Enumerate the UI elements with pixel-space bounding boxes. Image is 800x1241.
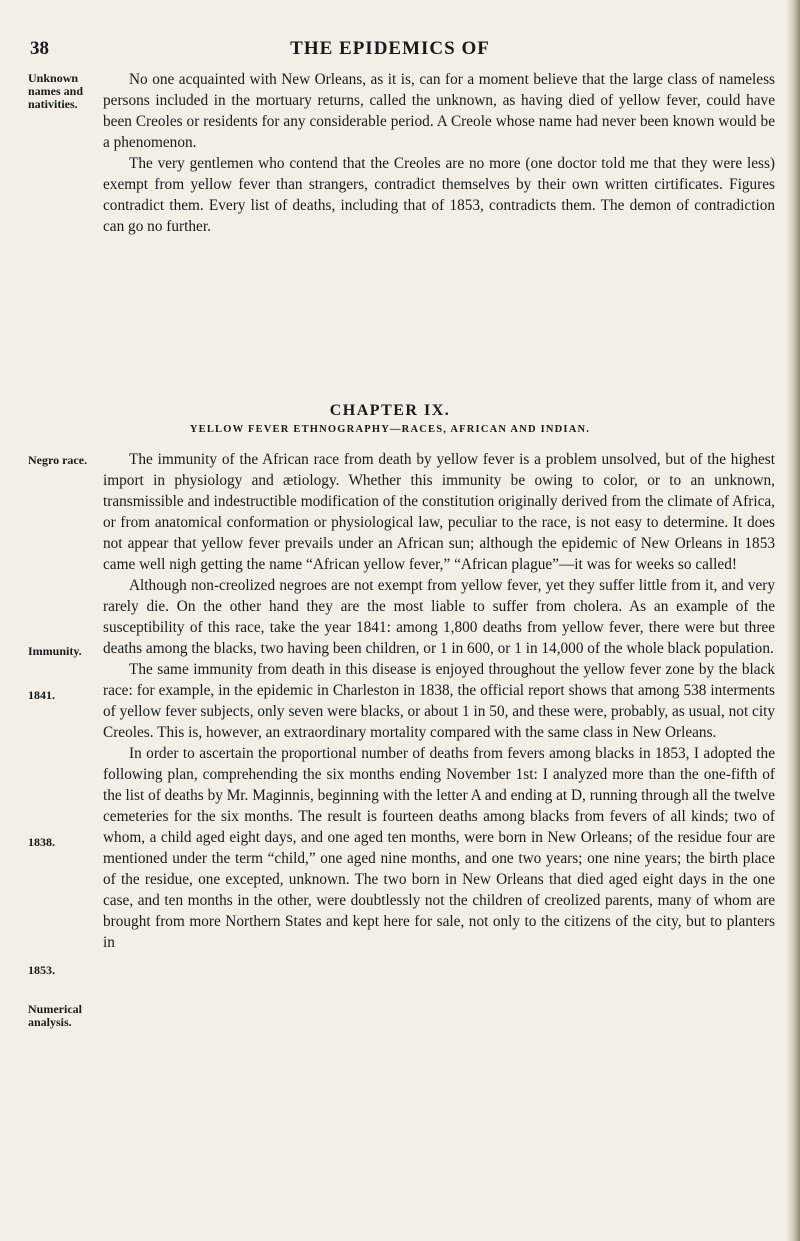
page-edge-shadow [786, 0, 800, 1241]
margin-note-unknown-names: Unknown names and nativities. [28, 71, 84, 111]
margin-note-numerical-analysis: Numerical analysis. [28, 1002, 82, 1029]
text-block-bottom [103, 449, 775, 953]
paragraph: No one acquainted with New Orleans, as it is, can for a moment believe that the large class of nameless persons included in the mortuary returns, called the unknown, as having died of yellow fever, could have been Creoles or residents for any considerable period. A Creole whose name had never been known would be a phenomenon. [103, 71, 775, 151]
margin-note-1853: 1853. [28, 963, 55, 977]
margin-note-1838: 1838. [28, 835, 55, 849]
paragraph: The same immunity from death in this disease is enjoyed throughout the yellow fever zone by the black race: for example, in the epidemic in Charleston in 1838, the official report shows that among 538 interments of yellow fever subjects, only seven were blacks, or about 1 in 50, and these were, probably, as usual, not city Creoles. This is, however, an extraordinary mortality compared with the same class in New Orleans. [103, 661, 775, 741]
chapter-title: CHAPTER IX. [329, 402, 451, 419]
chapter-heading [0, 402, 780, 435]
paragraph: In order to ascertain the proportional number of deaths from fevers among blacks in 1853, I adopted the following plan, comprehending the six months ending November 1st: I analyzed more than the one-fifth of the list of deaths by Mr. Maginnis, beginning with the letter A and ending at D, running through all the twelve cemeteries for the six months. The result is fourteen deaths among blacks from fevers of all kinds; two of whom, a child aged eight days, and one aged ten months, were born in New Orleans; of the residue four are mentioned under the term “child,” one aged nine months, and one two years; one nine years; the birth place of the residue, one excepted, unknown. The two born in New Orleans that died aged eight days in the one case, and ten months in the other, were doubtlessly not the children of creolized parents, many of whom are brought from more Northern States and kept here for sale, not only to the citizens of the city, but to planters in [103, 745, 775, 951]
page-number: 38 [30, 38, 49, 59]
margin-note-immunity: Immunity. [28, 644, 82, 658]
margin-note-negro-race: Negro race. [28, 453, 88, 467]
paragraph: Although non-creolized negroes are not exempt from yellow fever, yet they suffer little from it, and very rarely die. On the other hand they are the most liable to suffer from cholera. As an example of the susceptibility of this race, take the year 1841: among 1,800 deaths from yellow fever, there were but three deaths among the blacks, two having been children, or 1 in 600, or 1 in 14,000 of the whole black population. [103, 577, 775, 657]
paragraph: The immunity of the African race from death by yellow fever is a problem unsolved, but of the highest import in physiology and ætiology. Whether this immunity be owing to color, or to an unknown, transmissible and indestructible modification of the constitution originally derived from the climate of Africa, or from anatomical conformation or physiological law, peculiar to the race, is not easy to determine. It does not appear that yellow fever prevails under an African sun; although the epidemic of New Orleans in 1853 came well nigh getting the name “African yellow fever,” “African plague”—it was for weeks so called! [103, 451, 775, 573]
chapter-subtitle: YELLOW FEVER ETHNOGRAPHY—RACES, AFRICAN AND INDIAN. [189, 424, 591, 435]
margin-note-1841: 1841. [28, 688, 55, 702]
paragraph: The very gentlemen who contend that the Creoles are no more (one doctor told me that they were less) exempt from yellow fever than strangers, contradict themselves by their own written cirtificates. Figures contradict them. Every list of deaths, including that of 1853, contradicts them. The demon of contradiction can go no further. [103, 155, 775, 235]
page-header [0, 38, 780, 68]
running-head: THE EPIDEMICS OF [290, 38, 490, 59]
text-block-top [103, 69, 775, 237]
